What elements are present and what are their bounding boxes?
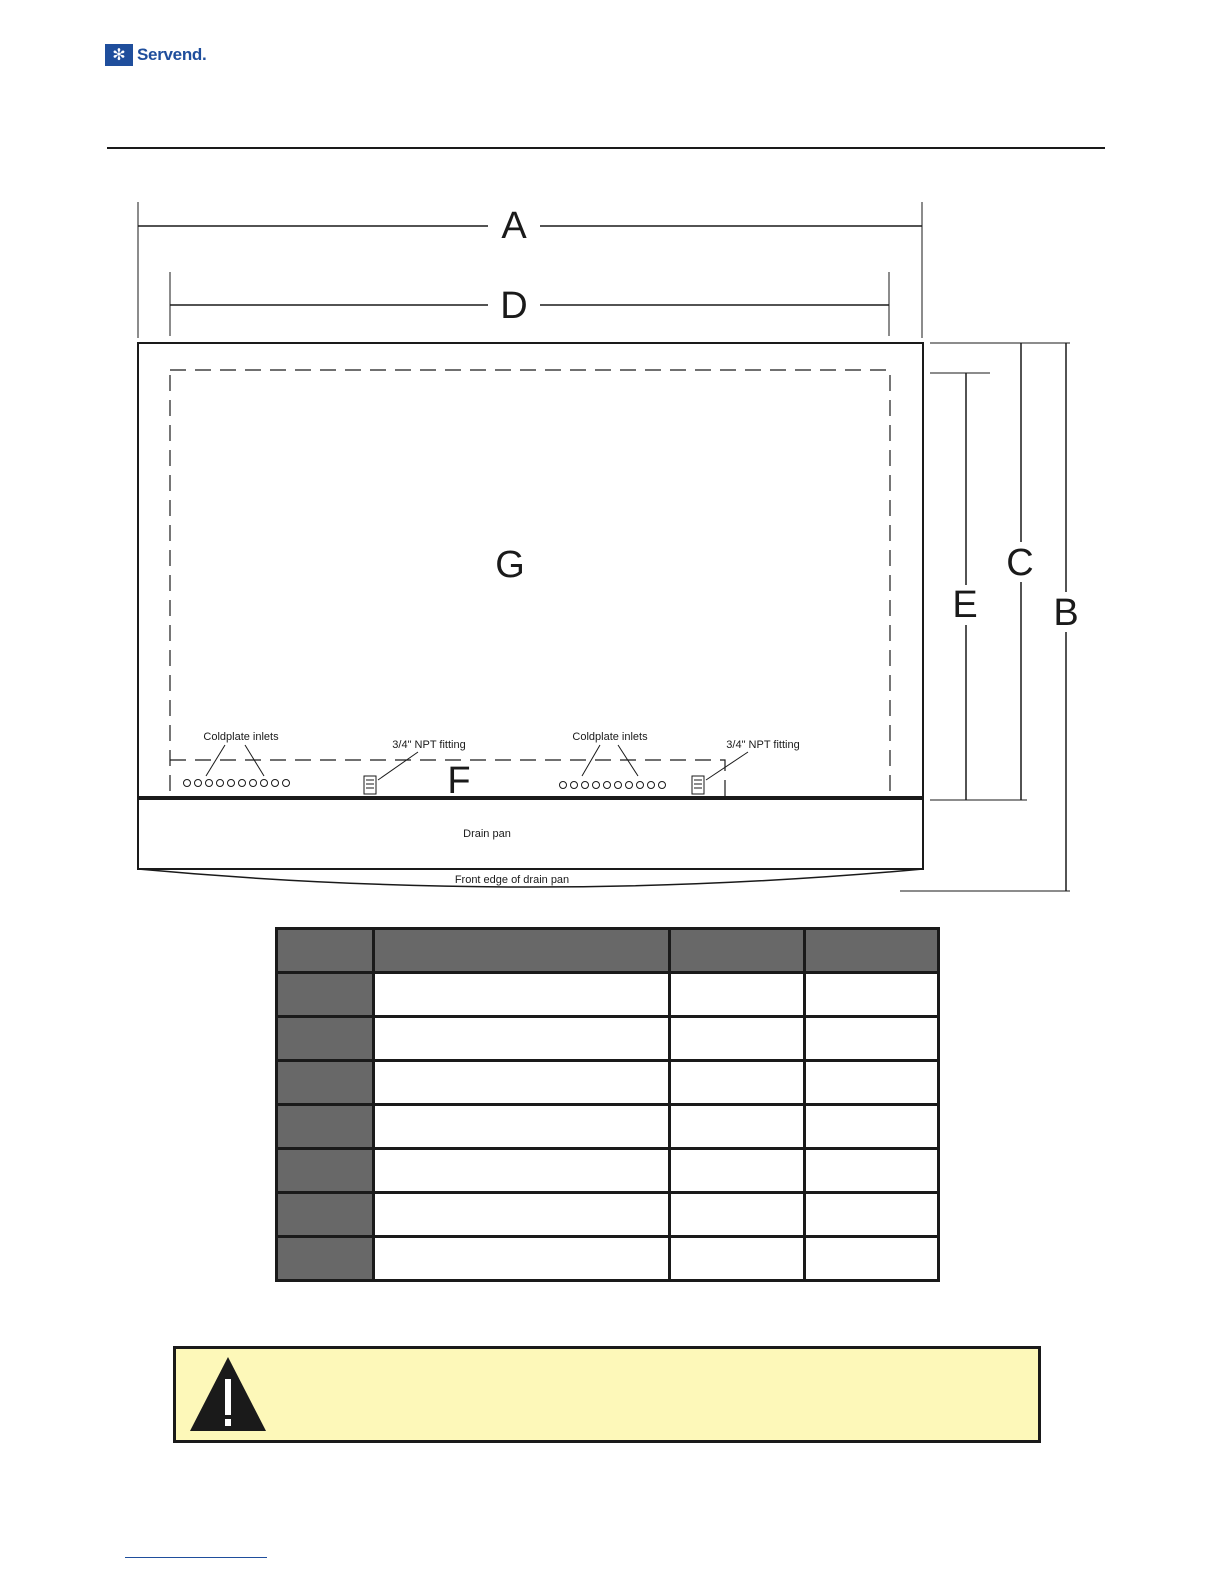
- dimension-label-d: D: [500, 285, 528, 327]
- dimension-label-b: B: [1053, 592, 1079, 634]
- table-cell-key: [277, 1061, 374, 1105]
- drain-pan-label: Drain pan: [463, 828, 511, 840]
- table-cell: [374, 1237, 670, 1281]
- header-cell: [670, 929, 805, 973]
- table-cell-key: [277, 1193, 374, 1237]
- coldplate-inlets-label-right: Coldplate inlets: [572, 731, 648, 743]
- table-header-row: [277, 929, 939, 973]
- table-cell: [805, 1105, 939, 1149]
- table-cell: [670, 1017, 805, 1061]
- table-cell: [670, 973, 805, 1017]
- table-row: [277, 1149, 939, 1193]
- table-cell-key: [277, 1237, 374, 1281]
- table-cell: [374, 1105, 670, 1149]
- brand-name: Servend.: [137, 45, 207, 64]
- table-cell: [374, 1149, 670, 1193]
- table-cell: [374, 1017, 670, 1061]
- snowflake-icon: ✻: [105, 44, 133, 66]
- footer-link-underline: [125, 1557, 267, 1558]
- table-cell: [374, 1061, 670, 1105]
- npt-fitting-label-left: 3/4" NPT fitting: [392, 739, 466, 751]
- table-cell-key: [277, 1149, 374, 1193]
- table-row: [277, 1105, 939, 1149]
- table-cell: [374, 973, 670, 1017]
- table-cell: [805, 1149, 939, 1193]
- header-cell: [374, 929, 670, 973]
- table-cell-key: [277, 1105, 374, 1149]
- table-cell-key: [277, 973, 374, 1017]
- table-row: [277, 973, 939, 1017]
- table-cell-key: [277, 1017, 374, 1061]
- table-cell: [805, 1237, 939, 1281]
- dimension-label-c: C: [1006, 542, 1034, 584]
- table-cell: [670, 1105, 805, 1149]
- header-cell: [277, 929, 374, 973]
- warning-triangle-icon: [186, 1353, 270, 1433]
- warning-box: [173, 1346, 1041, 1443]
- table-cell: [670, 1237, 805, 1281]
- table-cell: [670, 1193, 805, 1237]
- coldplate-inlets-label-left: Coldplate inlets: [203, 731, 279, 743]
- table-cell: [670, 1061, 805, 1105]
- table-row: [277, 1017, 939, 1061]
- table-row: [277, 1193, 939, 1237]
- area-label-g: G: [495, 544, 525, 586]
- table-row: [277, 1061, 939, 1105]
- front-edge-label: Front edge of drain pan: [454, 874, 570, 886]
- dimension-label-a: A: [501, 205, 527, 247]
- table-cell: [805, 1193, 939, 1237]
- dimension-label-e: E: [952, 584, 978, 626]
- npt-fitting-label-right: 3/4" NPT fitting: [726, 739, 800, 751]
- table-cell: [670, 1149, 805, 1193]
- table-row: [277, 1237, 939, 1281]
- table-cell: [805, 973, 939, 1017]
- dimension-table: [275, 927, 940, 1282]
- header-cell: [805, 929, 939, 973]
- area-label-f: F: [447, 760, 471, 802]
- table-cell: [374, 1193, 670, 1237]
- table-cell: [805, 1061, 939, 1105]
- table-cell: [805, 1017, 939, 1061]
